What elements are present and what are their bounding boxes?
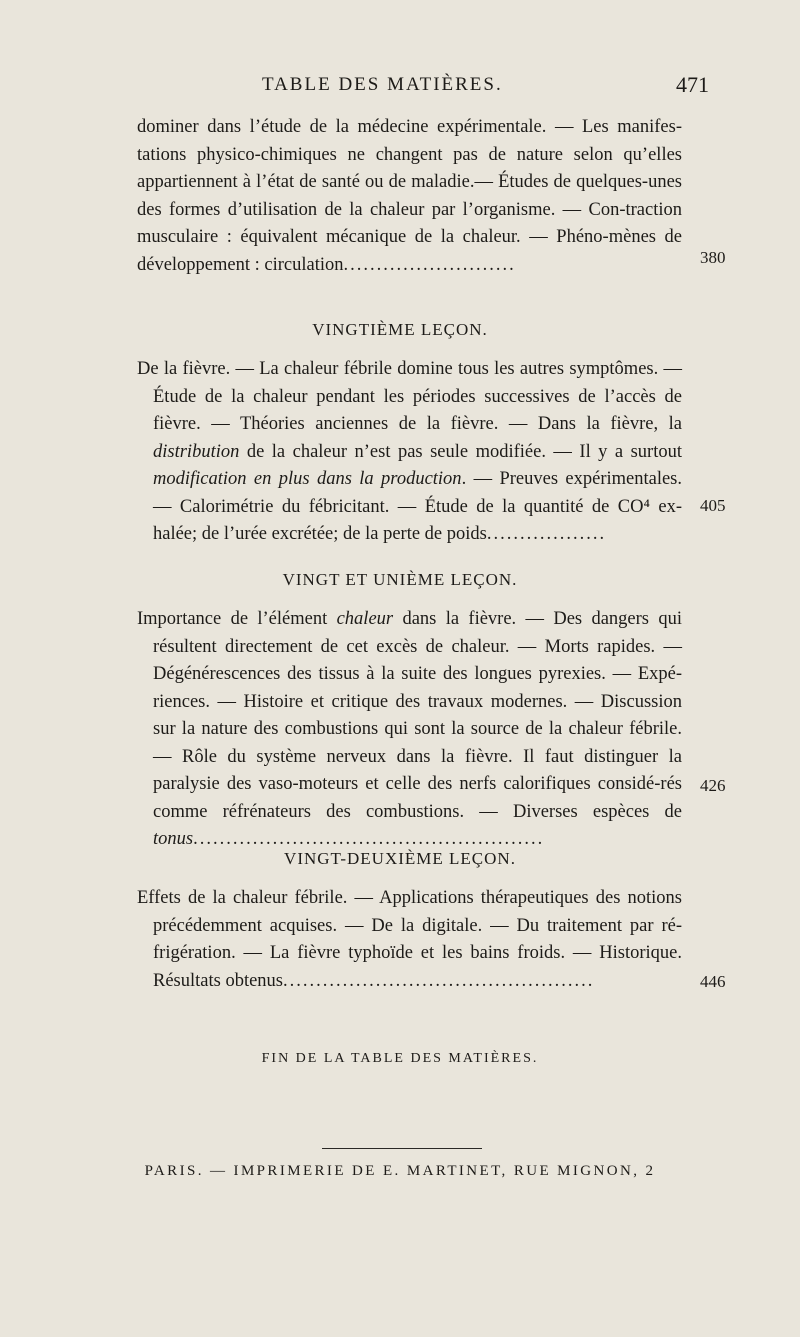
lecon-heading-21: VINGT ET UNIÈME LEÇON. <box>282 570 518 589</box>
toc-entry-lecon-22 <box>137 885 682 995</box>
entry-text: Effets de la chaleur fébrile. — Applications thérapeutiques des notions précédemment acquises. — De la digitale. — Du traitement par ré-frigération. — La fièvre typhoïde et les bains froids. — Historique. Résultats obtenus............................................... <box>137 888 682 991</box>
entry-page-number: 446 <box>700 972 726 991</box>
entry-text: De la fièvre. — La chaleur fébrile domine tous les autres symptômes. — Étude de la chaleur pendant les périodes successives de l’accès de fièvre. — Théories anciennes de la fièvre. — Dans la fièvre, la distribution de la chaleur n’est pas seule modifiée. — Il y a surtout modification en plus dans la production. — Preuves expérimentales. — Calorimétrie du fébricitant. — Étude de la quantité de CO⁴ ex-halée; de l’urée excrétée; de la perte de poids.................. <box>137 359 682 544</box>
toc-entry-continuation <box>137 114 682 279</box>
page-number: 471 <box>676 72 709 97</box>
dot-leader: .......................... <box>343 254 516 275</box>
lecon-heading-20: VINGTIÈME LEÇON. <box>312 320 488 339</box>
running-title: TABLE DES MATIÈRES. <box>262 74 503 95</box>
page-header <box>0 74 800 104</box>
printer-imprint: PARIS. — IMPRIMERIE DE E. MARTINET, RUE MIGNON, 2 <box>144 1163 656 1179</box>
toc-entry-lecon-20 <box>137 356 682 549</box>
entry-text: Importance de l’élément chaleur dans la fièvre. — Des dangers qui résultent directement de cet excès de chaleur. — Morts rapides. — Dégénérescences des tissus à la suite des longues pyrexies. — Expé-riences. — Histoire et critique des travaux modernes. — Discussion sur la nature des combustions qui sont la source de la chaleur fébrile. — Rôle du système nerveux dans la fièvre. Il faut distinguer la paralysie des vaso-moteurs et celle des nerfs calorifiques considé-rés comme réfrénateurs des combustions. — Diverses espèces de tonus..................................................... <box>137 609 682 849</box>
toc-entry-lecon-21 <box>137 606 682 854</box>
dot-leader: ............................................... <box>283 970 595 991</box>
end-of-table-note: FIN DE LA TABLE DES MATIÈRES. <box>261 1051 539 1066</box>
lecon-heading-22: VINGT-DEUXIÈME LEÇON. <box>284 849 516 868</box>
dot-leader: ..................................................... <box>193 829 545 849</box>
entry-page-number: 380 <box>700 248 726 267</box>
entry-page-number: 405 <box>700 496 726 515</box>
dot-leader: .................. <box>486 524 607 544</box>
entry-text: dominer dans l’étude de la médecine expérimentale. — Les manifes-tations physico-chimiques ne changent pas de nature selon qu’elles appartiennent à l’état de santé ou de maladie.— Études de quelques-unes des formes d’utilisation de la chaleur par l’organisme. — Con-traction musculaire : équivalent mécanique de la chaleur. — Phéno-mènes de développement : circulation.......................... <box>137 117 682 275</box>
divider <box>322 1148 482 1149</box>
entry-page-number: 426 <box>700 776 726 795</box>
